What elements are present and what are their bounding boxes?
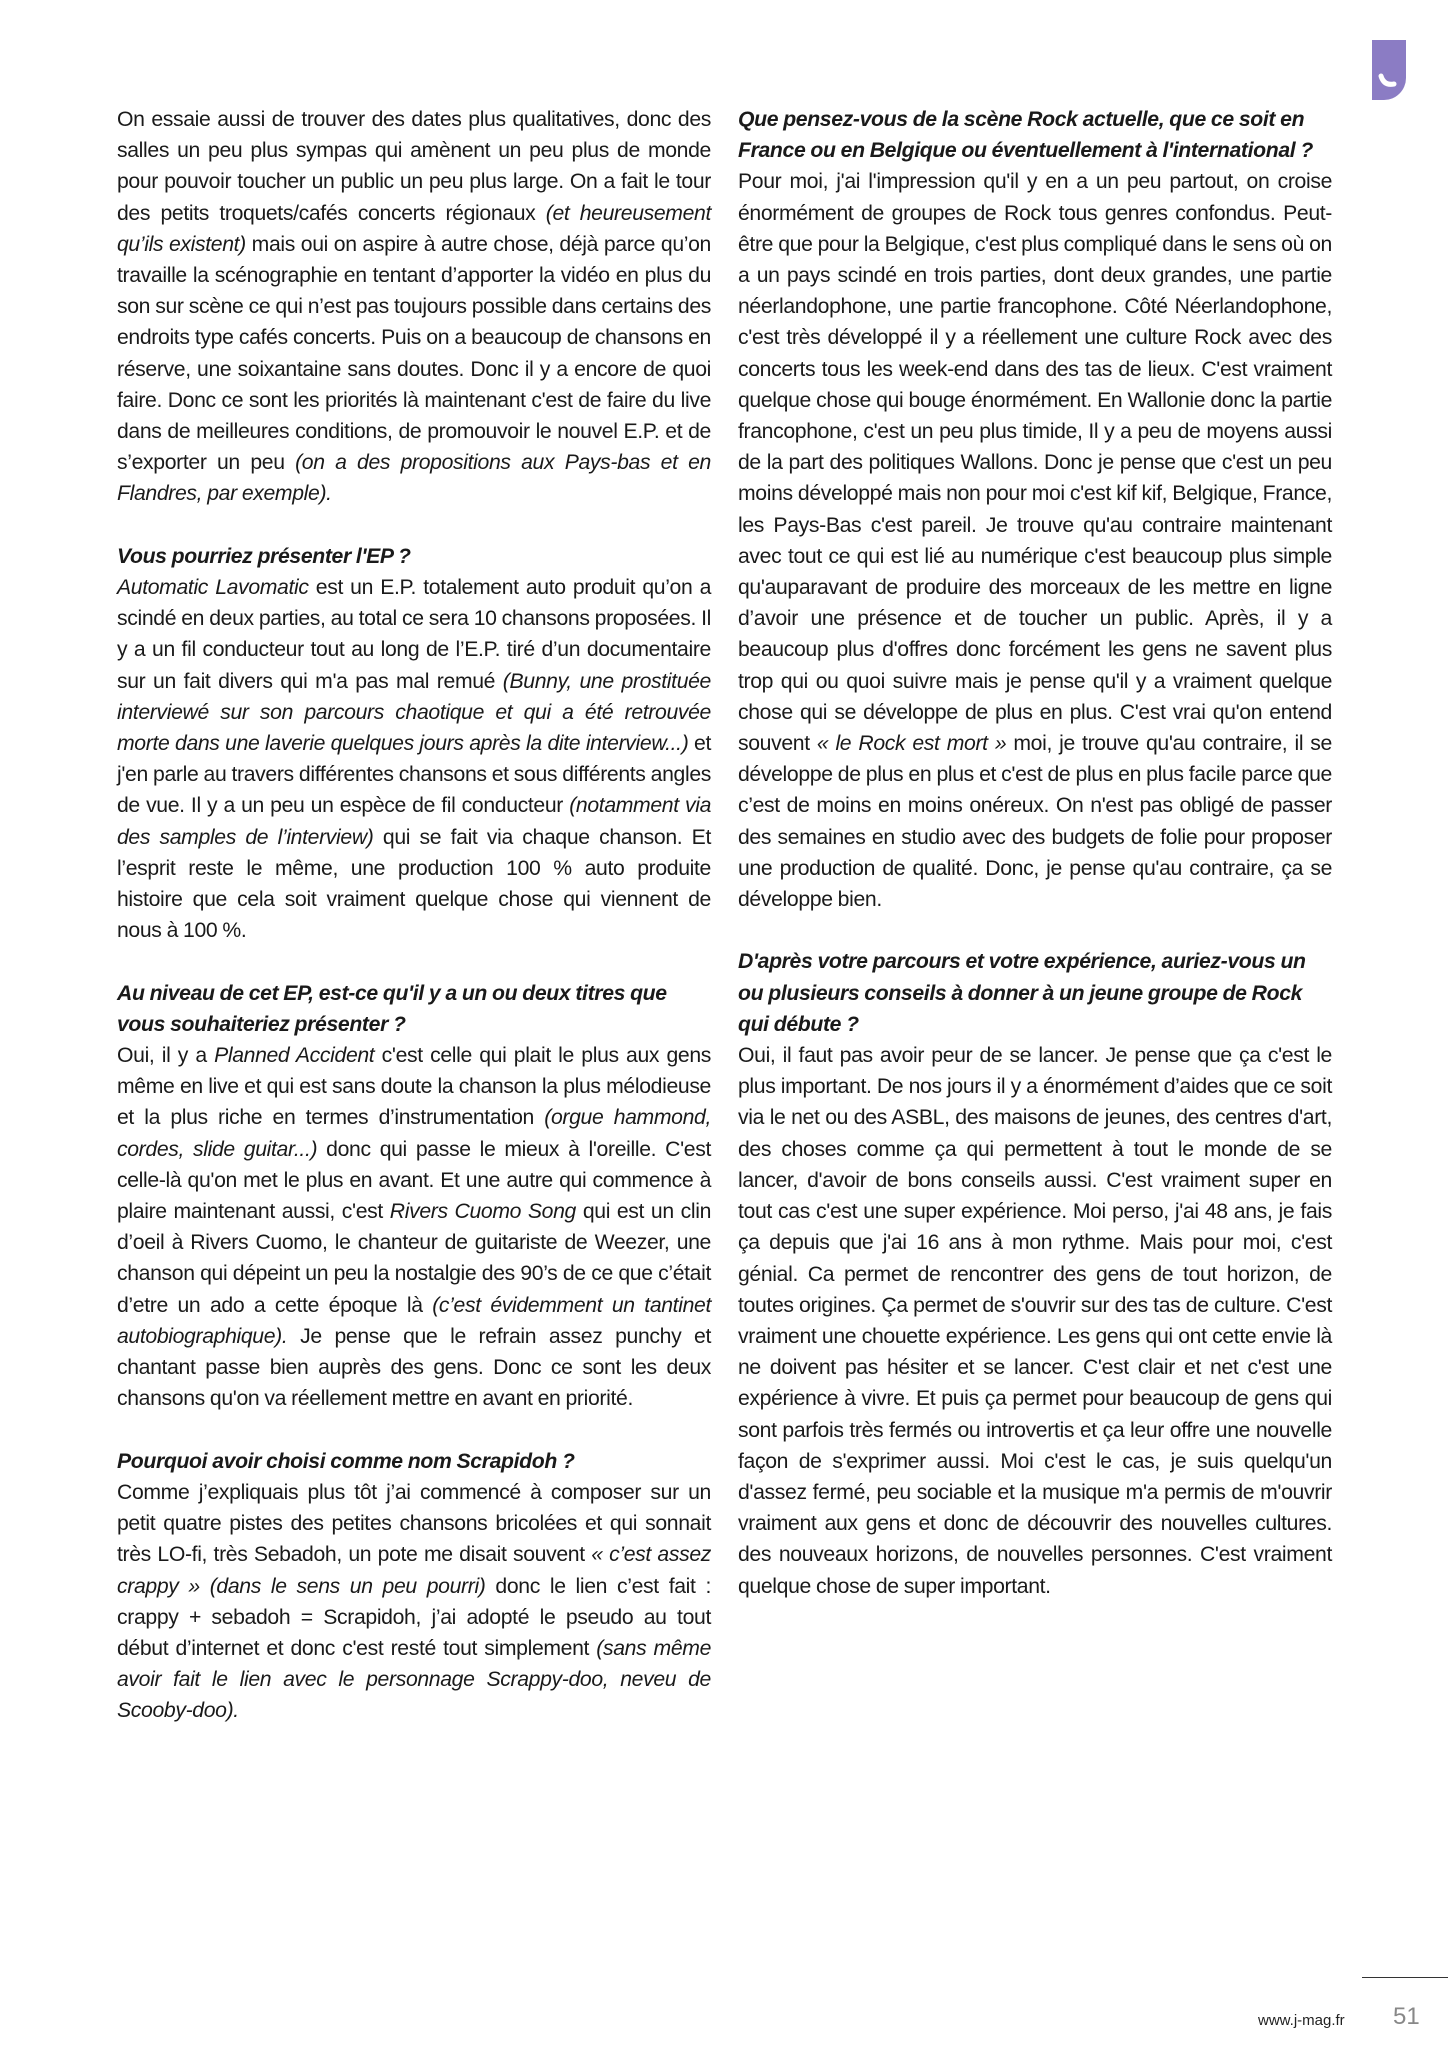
italic-run: Rivers Cuomo Song [389, 1200, 576, 1224]
italic-run: (on a des propositions aux Pays-bas et en Flandres, par exemple). [117, 451, 711, 506]
page-number: 51 [1393, 2003, 1420, 2030]
question-heading: Vous pourriez présenter l'EP ? [117, 544, 411, 568]
text-run: Oui, il y a [117, 1044, 215, 1068]
text-run: qui est un clin d’oeil à Rivers Cuomo, le chanteur de guitariste de Weezer, une chanson qui dépeint un peu la nostalgie des 90’s de ce que c’était d’etre un ado a cette époque là [117, 1200, 711, 1317]
text-run: On essaie aussi de trouver des dates plus qualitatives, donc des salles un peu plus sympas qui amènent un peu plus de monde pour pouvoir toucher un public un peu plus large. On a fait le tour des petits troquets/cafés concerts régionaux [117, 108, 711, 225]
answer-paragraph [117, 1040, 711, 1414]
right-column [738, 104, 1332, 1602]
text-run: donc le lien c’est fait : crappy + sebadoh = Scrapidoh, j’ai adopté le pseudo au tout début d’internet et donc c'est resté tout simplement [117, 1574, 711, 1660]
answer-paragraph [738, 166, 1332, 915]
answer-paragraph [117, 572, 711, 946]
text-run: Pour moi, j'ai l'impression qu'il y en a un peu partout, on croise énormément de groupes de Rock tous genres confondus. Peut-être que pour la Belgique, c'est plus compliqué dans le sens où on a un pays scindé en trois parties, dont deux grandes, une partie néerlandophone, une partie francophone. Côté Néerlandophone, c'est très développé il y a réellement une culture Rock avec des concerts tous les week-end dans des tas de lieux. C'est vraiment quelque chose qui bouge énormément. En Wallonie donc la partie francophone, c'est un peu plus timide, Il y a peu de moyens aussi de la part des politiques Wallons. Donc je pense que c'est un peu moins développé mais non pour moi c'est kif kif, Belgique, France, les Pays-Bas c'est pareil. Je trouve qu'au contraire maintenant avec tout ce qui est lié au numérique c'est beaucoup plus simple qu'auparavant de produire des morceaux de les mettre en ligne d’avoir une présence et de toucher un public. Après, il y a beaucoup plus d'offres donc forcément les gens ne savent plus trop qui ou quoi suivre mais je pense qu'il y a vraiment quelque chose qui se développe de plus en plus. C'est vrai qu'on entend souvent [738, 170, 1332, 756]
italic-run: « le Rock est mort » [816, 732, 1007, 756]
answer-paragraph [117, 1477, 711, 1727]
italic-run: « c’est assez crappy » (dans le sens un peu pourri) [117, 1543, 711, 1598]
answer-paragraph [738, 1040, 1332, 1602]
website-link[interactable]: www.j-mag.fr [1258, 2012, 1345, 2029]
text-run: et j'en parle au travers différentes chansons et sous différents angles de vue. Il y a un peu un espèce de fil conducteur [117, 732, 711, 818]
j-mag-logo-icon [1372, 40, 1406, 100]
italic-run: Automatic Lavomatic [117, 576, 309, 600]
logo-shape [1372, 40, 1406, 100]
text-run: donc qui passe le mieux à l'oreille. C'est celle-là qu'on met le plus en avant. Et une autre qui commence à plaire maintenant aussi, c'est [117, 1137, 711, 1224]
text-run: moi, je trouve qu'au contraire, il se développe de plus en plus et c'est de plus en plus facile parce que c’est de moins en moins onéreux. On n'est pas obligé de passer des semaines en studio avec des budgets de folie pour proposer une production de qualité. Donc, je pense qu'au contraire, ça se développe bien. [738, 732, 1332, 912]
left-column [117, 104, 711, 1727]
italic-run: Planned Accident [214, 1044, 375, 1068]
footer-divider [1362, 1977, 1448, 1978]
paragraph-gap [117, 946, 711, 977]
text-run: c'est celle qui plait le plus aux gens même en live et qui est sans doute la chanson la plus mélodieuse et la plus riche en termes d’instrumentation [117, 1044, 712, 1130]
text-run: Je pense que le refrain assez punchy et chantant passe bien auprès des gens. Donc ce sont les deux chansons qu'on va réellement mettre en avant en priorité. [117, 1324, 711, 1411]
italic-run: (orgue hammond, cordes, slide guitar...) [117, 1106, 711, 1161]
text-run: qui se fait via chaque chanson. Et l’esprit reste le même, une production 100 % auto produite histoire que cela soit vraiment quelque chose qui viennent de nous à 100 %. [117, 825, 712, 943]
italic-run: (c’est évidemment un tantinet autobiographique). [117, 1293, 711, 1348]
italic-run: (Bunny, une prostituée interviewé sur son parcours chaotique et qui a été retrouvée morte dans une laverie quelques jours après la dite interview...) [117, 669, 711, 756]
question-heading: Pourquoi avoir choisi comme nom Scrapidoh ? [117, 1449, 575, 1473]
italic-run: (sans même avoir fait le lien avec le personnage Scrappy-doo, neveu de Scooby-doo). [117, 1636, 712, 1723]
intro-paragraph [117, 104, 711, 510]
question-heading: Que pensez-vous de la scène Rock actuelle, que ce soit en France ou en Belgique ou éventuellement à l'international ? [738, 108, 1313, 163]
text-run: Comme j’expliquais plus tôt j’ai commencé à composer sur un petit quatre pistes des petites chansons bricolées et qui sonnait très LO-fi, très Sebadoh, un pote me disait souvent [117, 1480, 711, 1567]
text-run: mais oui on aspire à autre chose, déjà parce qu’on travaille la scénographie en tentant d’apporter la vidéo en plus du son sur scène ce qui n’est pas toujours possible dans certains des endroits type cafés concerts. Puis on a beaucoup de chansons en réserve, une soixantaine sans doutes. Donc il y a encore de quoi faire. Donc ce sont les priorités là maintenant c'est de faire du live dans de meilleures conditions, de promouvoir le nouvel E.P. et de s’exporter un peu [117, 232, 711, 475]
text-run: est un E.P. totalement auto produit qu’on a scindé en deux parties, au total ce sera 10 chansons proposées. Il y a un fil conducteur tout au long de l’E.P. tiré d’un documentaire sur un fait divers qui m'a pas mal remué [117, 576, 712, 693]
question-heading: Au niveau de cet EP, est-ce qu'il y a un ou deux titres que vous souhaiteriez présenter ? [117, 981, 667, 1036]
italic-run: (et heureusement qu’ils existent) [117, 201, 712, 256]
question-heading: D'après votre parcours et votre expérience, auriez-vous un ou plusieurs conseils à donner à un jeune groupe de Rock qui débute ? [738, 950, 1306, 1036]
paragraph-gap [117, 510, 711, 541]
text-run: Oui, il faut pas avoir peur de se lancer. Je pense que ça c'est le plus important. De nos jours il y a énormément d’aides que ce soit via le net ou des ASBL, des maisons de jeunes, des centres d'art, des choses comme ça qui permettent à tout le monde de se lancer, d'avoir de bons conseils aussi. C'est vraiment super en tout cas c'est une super expérience. Moi perso, j'ai 48 ans, je fais ça depuis que j'ai 16 ans à mon rythme. Mais pour moi, c'est génial. Ca permet de rencontrer des gens de tout horizon, de toutes origines. Ça permet de s'ouvrir sur des tas de culture. C'est vraiment une chouette expérience. Les gens qui ont cette envie là ne doivent pas hésiter et se lancer. C'est clair et net c'est une expérience à vivre. Et puis ça permet pour beaucoup de gens qui sont parfois très fermés ou introvertis et ça leur offre une nouvelle façon de s'exprimer aussi. Moi c'est le cas, je suis quelqu'un d'assez fermé, peu sociable et la musique m'a permis de m'ouvrir vraiment aux gens et donc de découvrir des nouvelles cultures. des nouveaux horizons, de nouvelles personnes. C'est vraiment quelque chose de super important. [738, 1044, 1332, 1598]
italic-run: (notamment via des samples de l’interview) [117, 794, 711, 849]
paragraph-gap [117, 1415, 711, 1446]
paragraph-gap [738, 915, 1332, 946]
